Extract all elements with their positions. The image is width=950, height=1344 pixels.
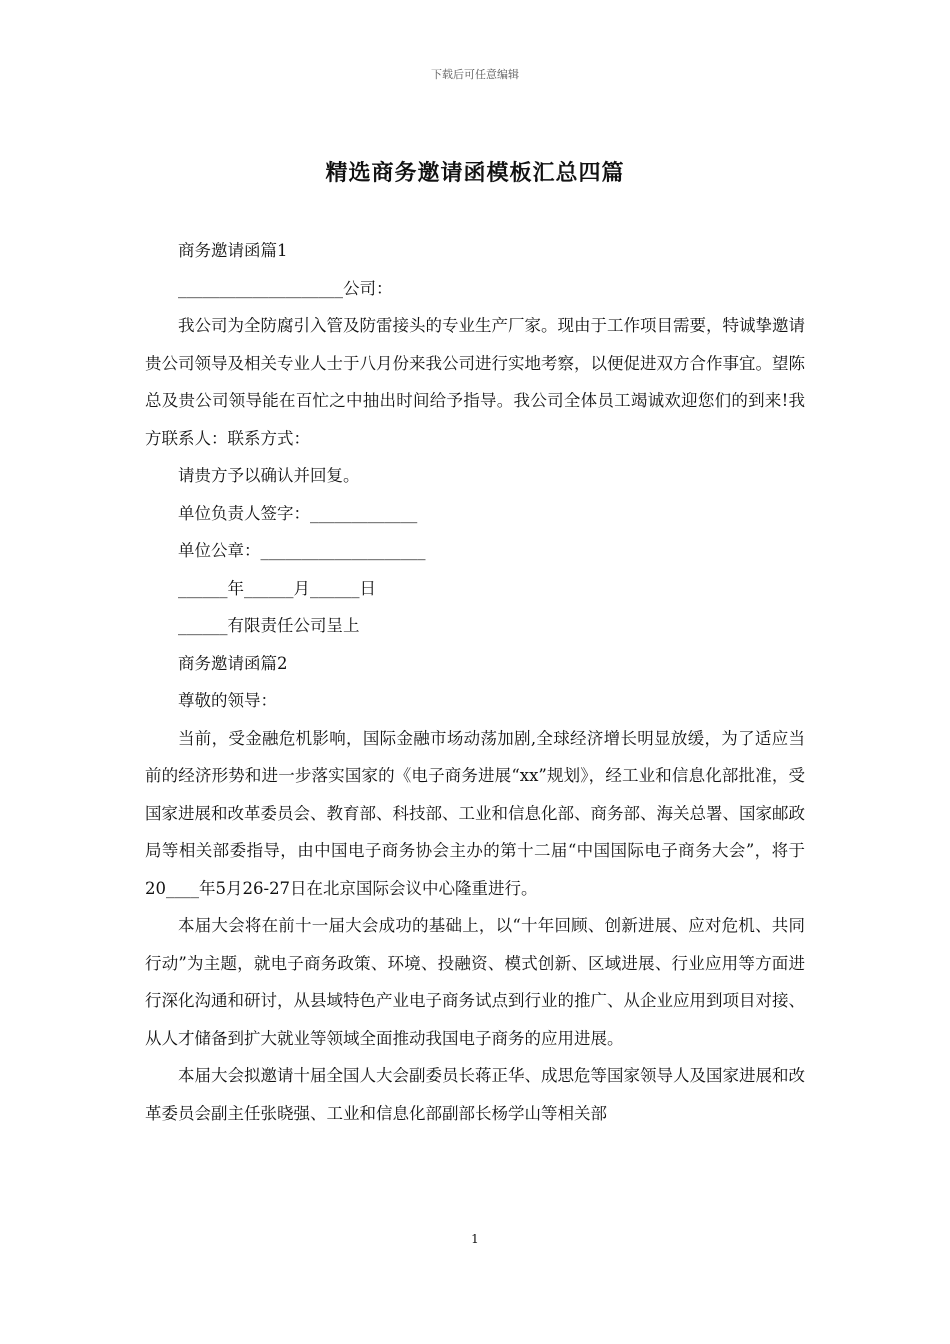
section-heading-2: 商务邀请函篇2 xyxy=(178,653,288,673)
page-number: 1 xyxy=(471,1232,479,1246)
body-paragraph: 本届大会将在前十一届大会成功的基础上，以“十年回顾、创新进展、应对危机、共同行动”为主题，就电子商务政策、环境、投融资、模式创新、区域进展、行业应用等方面进行深化沟通和研讨，从县域特色产业电子商务试点到行业的推广、从企业应用到项目对接、从人才储备到扩大就业等领域全面推动我国电子商务的应用进展。 xyxy=(145,916,805,1048)
date-line: ______年______月______日 xyxy=(178,578,376,598)
seal-line: 单位公章：____________________ xyxy=(178,541,426,560)
sender-line: ______有限责任公司呈上 xyxy=(178,616,360,635)
document-title: 精选商务邀请函模板汇总四篇 xyxy=(325,160,625,186)
body-paragraph: 当前，受金融危机影响，国际金融市场动荡加剧,全球经济增长明显放缓，为了适应当前的经济形势和进一步落实国家的《电子商务进展“xx”规划》，经工业和信息化部批准，受国家进展和改革委员会、教育部、科技部、工业和信息化部、商务部、海关总署、国家邮政局等相关部委指导，由中国电子商务协会主办的第十二届“中国国际电子商务大会”，将于20____年5月26-27日在北京国际会议中心隆重进行。 xyxy=(145,728,805,898)
header-note: 下载后可任意编辑 xyxy=(431,68,519,81)
document-body xyxy=(145,232,805,1132)
signature-line: 单位负责人签字：_____________ xyxy=(178,503,418,523)
body-paragraph: 本届大会拟邀请十届全国人大会副委员长蒋正华、成思危等国家领导人及国家进展和改革委员会副主任张晓强、工业和信息化部副部长杨学山等相关部 xyxy=(145,1066,805,1123)
salutation-company: ____________________公司： xyxy=(178,278,393,298)
body-paragraph: 我公司为全防腐引入管及防雷接头的专业生产厂家。现由于工作项目需要，特诚挚邀请贵公司领导及相关专业人士于八月份来我公司进行实地考察，以便促进双方合作事宜。望陈总及贵公司领导能在百忙之中抽出时间给予指导。我公司全体员工竭诚欢迎您们的到来!我方联系人：联系方式： xyxy=(145,316,805,448)
section-heading-1: 商务邀请函篇1 xyxy=(178,241,288,260)
salutation: 尊敬的领导： xyxy=(178,691,277,710)
body-paragraph: 请贵方予以确认并回复。 xyxy=(178,466,360,485)
